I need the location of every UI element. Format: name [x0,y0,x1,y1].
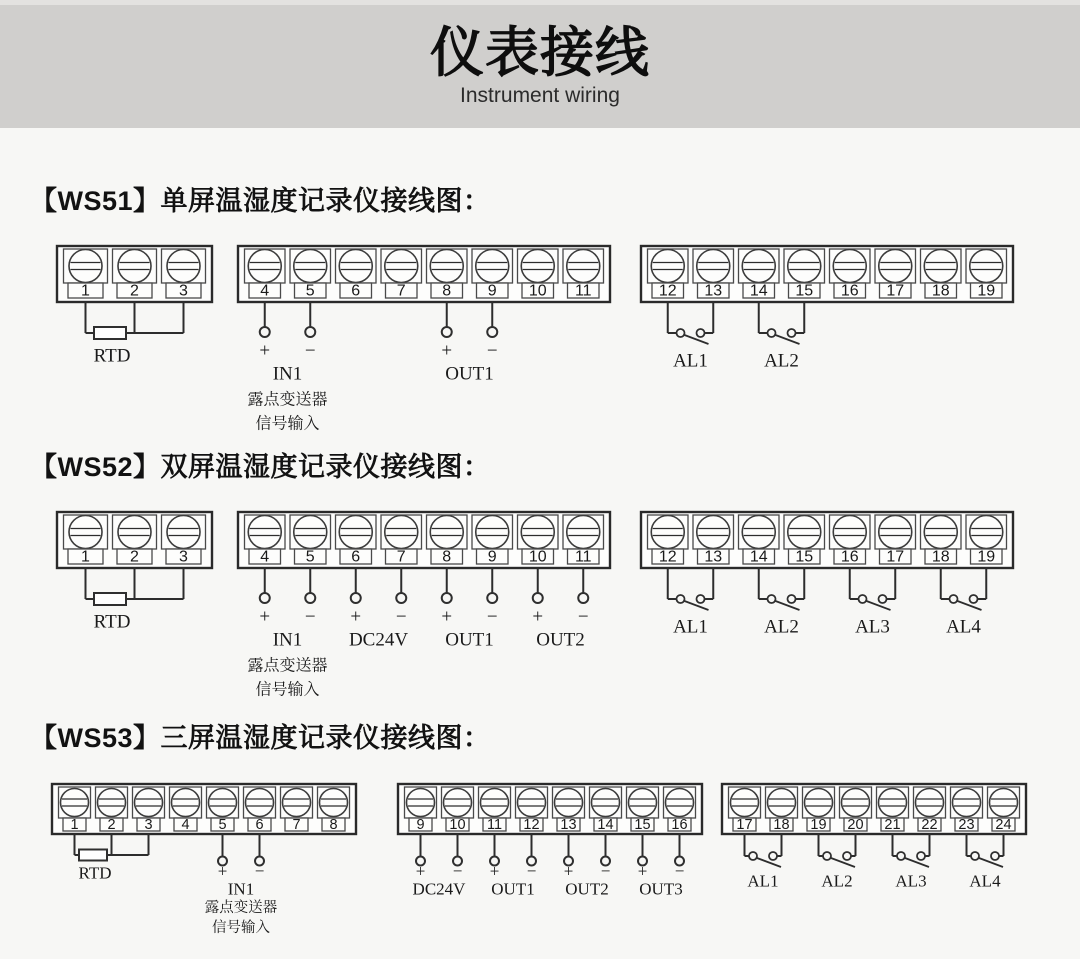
wiring-io-IN1 [205,833,278,936]
terminal-number: 9 [487,282,497,300]
terminal-number: 11 [574,548,592,565]
terminal-cell-7 [281,787,313,833]
terminal-cell-10 [518,249,559,300]
page-subtitle: Instrument wiring [460,84,620,108]
plus-sign: + [259,340,271,362]
wiring-label: IN1 [227,879,255,899]
wiring-relay-AL4 [941,567,987,638]
terminal-cell-10 [518,515,559,566]
terminal-number: 1 [81,548,90,565]
terminal-cell-17 [875,249,916,300]
minus-sign: − [254,861,265,881]
plus-sign: + [563,861,574,881]
wiring-label: AL3 [895,871,927,891]
wiring-relay-AL3 [893,833,930,891]
diagram-area [0,128,1080,954]
terminal-cell-18 [766,787,798,833]
terminal-cell-12 [648,515,689,566]
terminal-cell-6 [336,249,377,300]
terminal-cell-7 [381,249,422,300]
section-title-ws53: 【WS53】三屏温湿度记录仪接线图： [30,722,491,753]
wire [685,335,709,344]
wiring-sublabel: 露点变送器 [204,900,278,917]
minus-sign: − [526,861,537,881]
terminal-block [55,244,214,436]
wiring-relay-AL1 [668,301,714,372]
terminal-block [639,510,1015,702]
terminal-block-frame [238,246,610,302]
minus-sign: − [395,606,407,627]
terminal-number: 10 [449,817,466,834]
terminal-number: 9 [416,817,425,834]
terminal-cell-4 [245,249,286,300]
terminal-cell-21 [877,787,909,833]
terminal-number: 1 [70,817,79,834]
terminal-number: 13 [704,282,723,300]
wiring-rtd-RTD [86,301,184,367]
terminal-cell-13 [553,787,585,833]
minus-sign: − [452,861,463,881]
terminal-cell-16 [830,249,871,300]
plus-sign: + [350,606,362,627]
section-title-ws51: 【WS51】单屏温湿度记录仪接线图： [30,186,491,216]
wiring-label: AL4 [969,871,1001,891]
terminal-cell-6 [244,787,276,833]
terminal-number: 3 [144,817,153,834]
page-header [0,5,1080,128]
terminal-number: 11 [574,282,592,300]
terminal-number: 22 [921,817,938,834]
terminal-number: 8 [442,548,452,565]
wiring-label: AL2 [821,871,853,891]
terminal-number: 23 [958,817,975,834]
terminal-block-frame [641,246,1013,302]
terminal-number: 2 [130,548,139,565]
plus-sign: + [489,861,500,881]
terminal-block [50,782,358,942]
minus-sign: − [304,606,316,627]
terminal-cell-24 [988,787,1020,833]
plus-sign: + [441,340,453,362]
wiring-label: AL4 [946,616,981,637]
terminal-number: 17 [886,282,905,300]
terminal-number: 7 [396,548,406,565]
wiring-label: DC24V [348,629,409,650]
terminal-number: 7 [396,282,406,300]
terminal-cell-1 [59,787,91,833]
minus-sign: − [304,340,316,362]
terminal-cell-17 [729,787,761,833]
terminal-number: 19 [977,548,996,565]
terminal-number: 3 [179,548,188,565]
terminal-number: 20 [847,817,864,834]
terminal-cell-19 [966,515,1007,566]
terminal-number: 8 [329,817,338,834]
terminal-cell-12 [516,787,548,833]
terminal-number: 16 [840,548,859,565]
terminal-cell-9 [472,249,513,300]
terminal-number: 1 [81,282,90,300]
plus-sign: + [532,606,544,627]
wiring-relay-AL1 [745,833,782,891]
terminal-row-ws52 [0,510,1080,702]
terminal-number: 2 [107,817,116,834]
wiring-io-OUT1 [490,833,537,899]
terminal-cell-5 [207,787,239,833]
terminal-number: 6 [255,817,264,834]
terminal-number: 11 [486,817,503,834]
minus-sign: − [674,861,685,881]
terminal-number: 4 [260,548,270,565]
terminal-number: 5 [218,817,227,834]
wiring-sublabel: 信号输入 [255,681,320,698]
wiring-relay-AL3 [850,567,896,638]
wiring-io-OUT1 [441,567,497,651]
wiring-relay-AL2 [759,301,805,372]
wiring-label: IN1 [272,629,303,650]
wiring-label: RTD [78,863,112,883]
terminal-block-frame [398,784,702,834]
terminal-block [720,782,1028,942]
terminal-row-ws51 [0,244,1080,436]
minus-sign: − [577,606,589,627]
wiring-label: OUT1 [445,363,494,385]
terminal-number: 18 [931,548,950,565]
terminal-number: 7 [292,817,301,834]
wiring-label: OUT1 [445,629,494,650]
minus-sign: − [600,861,611,881]
wiring-label: AL1 [673,616,708,637]
wiring-io-OUT3 [638,833,685,899]
wire [776,335,800,344]
terminal-cell-11 [479,787,511,833]
terminal-number: 16 [671,817,688,834]
wiring-io-IN1 [247,301,327,433]
terminal-number: 12 [658,548,677,565]
plus-sign: + [637,861,648,881]
wiring-label: OUT2 [565,879,609,899]
terminal-number: 6 [351,548,361,565]
terminal-number: 13 [704,548,723,565]
wiring-label: AL2 [764,616,799,637]
wiring-label: AL1 [747,871,779,891]
terminal-cell-8 [318,787,350,833]
terminal-row-ws53 [0,782,1080,942]
terminal-block [236,244,612,436]
terminal-block [236,510,612,702]
terminal-cell-14 [739,515,780,566]
terminal-cell-15 [627,787,659,833]
terminal-cell-5 [290,515,331,566]
wiring-io-DC24V [349,567,408,651]
terminal-block [55,510,214,702]
terminal-number: 15 [634,817,651,834]
terminal-block [639,244,1015,436]
terminal-block-frame [238,512,610,568]
terminal-number: 4 [260,282,270,300]
terminal-number: 2 [130,282,139,300]
wiring-label: AL3 [855,616,890,637]
terminal-cell-19 [803,787,835,833]
wiring-label: IN1 [272,363,303,385]
terminal-number: 19 [810,817,827,834]
section-ws52 [0,436,1080,702]
terminal-number: 14 [749,282,768,300]
terminal-cell-18 [921,249,962,300]
wiring-label: OUT3 [639,879,683,899]
terminal-cell-15 [784,249,825,300]
terminal-number: 16 [840,282,859,300]
minus-sign: − [486,340,498,362]
terminal-cell-20 [840,787,872,833]
terminal-number: 15 [795,282,814,300]
terminal-cell-22 [914,787,946,833]
terminal-number: 12 [523,817,540,834]
terminal-cell-11 [563,515,604,566]
plus-sign: + [441,606,453,627]
terminal-number: 18 [773,817,790,834]
wiring-label: OUT2 [536,629,585,650]
terminal-number: 4 [181,817,190,834]
wire [958,601,982,610]
terminal-cell-6 [336,515,377,566]
plus-sign: + [259,606,271,627]
terminal-cell-23 [951,787,983,833]
wiring-label: AL2 [764,350,799,372]
terminal-number: 14 [749,548,768,565]
plus-sign: + [217,861,228,881]
section-ws51 [0,128,1080,436]
terminal-cell-14 [590,787,622,833]
wiring-io-OUT1 [441,301,497,385]
wire [776,601,800,610]
terminal-cell-16 [830,515,871,566]
wire [757,858,781,867]
wiring-sublabel: 信号输入 [255,415,320,433]
terminal-cell-12 [648,249,689,300]
terminal-number: 12 [658,282,677,300]
terminal-number: 14 [597,817,614,834]
terminal-cell-17 [875,515,916,566]
wire [831,858,855,867]
terminal-number: 13 [560,817,577,834]
terminal-cell-8 [427,515,468,566]
terminal-block [396,782,704,942]
wire [979,858,1003,867]
wiring-io-OUT2 [564,833,611,899]
terminal-cell-4 [170,787,202,833]
wiring-rtd-RTD [86,567,184,633]
terminal-number: 21 [884,817,901,834]
terminal-cell-11 [563,249,604,300]
wiring-rtd-RTD [75,833,149,883]
terminal-cell-18 [921,515,962,566]
terminal-number: 5 [305,282,315,300]
terminal-cell-16 [664,787,696,833]
minus-sign: − [486,606,498,627]
wiring-io-DC24V [413,833,467,899]
wiring-io-IN1 [247,567,327,699]
terminal-number: 8 [442,282,452,300]
terminal-cell-8 [427,249,468,300]
terminal-cell-9 [472,515,513,566]
wiring-relay-AL2 [819,833,856,891]
page-title: 仪表接线 [430,22,650,83]
wiring-relay-AL4 [967,833,1004,891]
terminal-cell-13 [693,515,734,566]
terminal-number: 9 [487,548,497,565]
terminal-number: 3 [179,282,188,300]
terminal-cell-7 [381,515,422,566]
terminal-cell-2 [96,787,128,833]
terminal-number: 18 [931,282,950,300]
terminal-cell-4 [245,515,286,566]
wiring-io-OUT2 [532,567,588,651]
wiring-label: OUT1 [491,879,535,899]
terminal-block-frame [722,784,1026,834]
wiring-label: DC24V [412,879,466,899]
wiring-relay-AL2 [759,567,805,638]
terminal-cell-19 [966,249,1007,300]
wire [685,601,709,610]
terminal-number: 10 [528,282,547,300]
terminal-number: 17 [736,817,753,834]
terminal-cell-14 [739,249,780,300]
terminal-cell-13 [693,249,734,300]
wiring-sublabel: 信号输入 [212,920,270,937]
wiring-relay-AL1 [668,567,714,638]
terminal-cell-3 [133,787,165,833]
terminal-number: 19 [977,282,996,300]
wiring-label: RTD [93,345,131,367]
wire [867,601,891,610]
terminal-block-frame [52,784,356,834]
section-ws53 [0,702,1080,943]
terminal-cell-9 [405,787,437,833]
terminal-number: 6 [351,282,361,300]
plus-sign: + [415,861,426,881]
terminal-number: 10 [528,548,547,565]
wiring-label: AL1 [673,350,708,372]
terminal-number: 17 [886,548,905,565]
terminal-number: 15 [795,548,814,565]
terminal-number: 24 [995,817,1012,834]
terminal-cell-5 [290,249,331,300]
terminal-block-frame [641,512,1013,568]
terminal-number: 5 [305,548,315,565]
terminal-cell-10 [442,787,474,833]
section-title-ws52: 【WS52】双屏温湿度记录仪接线图： [30,451,491,482]
wiring-sublabel: 露点变送器 [247,391,328,409]
wiring-label: RTD [93,611,131,632]
wiring-sublabel: 露点变送器 [247,657,328,674]
terminal-cell-15 [784,515,825,566]
wire [905,858,929,867]
